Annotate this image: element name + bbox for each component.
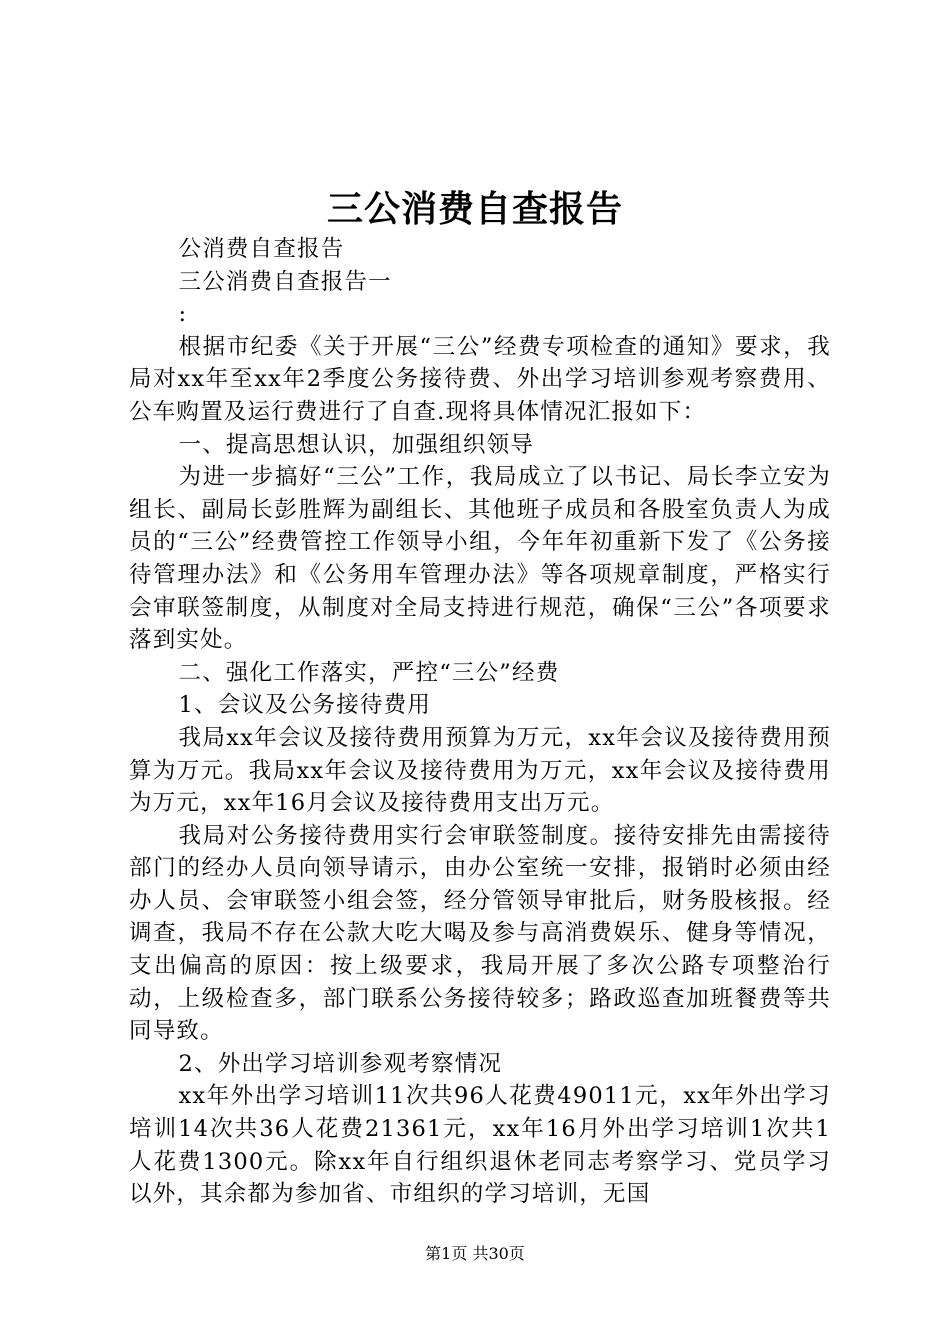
- subsection-heading-1: 1、会议及公务接待费用: [178, 692, 432, 719]
- paragraph-subtitle: 公消费自查报告: [178, 236, 345, 262]
- section-heading-2: 二、强化工作落实，严控“三公”经费: [178, 659, 560, 686]
- page-footer: 第1页 共30页: [425, 1244, 525, 1263]
- subsection-heading-2: 2、外出学习培训参观考察情况: [178, 1050, 503, 1077]
- paragraph-reception-process: 我局对公务接待费用实行会审联签制度。接待安排先由需接待部门的经办人员向领导请示，由办公室统一安排，报销时必须由经办人员、会审联签小组会签，经分管领导审批后，财务股核报。经调查，我局不存在公款大吃大喝及参与高消费娱乐、健身等情况，支出偏高的原因：按上级要求，我局开展了多次公路专项整治行动，上级检查多，部门联系公务接待较多；路政巡查加班餐费等共同导致。: [129, 822, 831, 1045]
- paragraph-report-heading: 三公消费自查报告一: [178, 268, 392, 295]
- paragraph-reception-budget: 我局xx年会议及接待费用预算为万元，xx年会议及接待费用预算为万元。我局xx年会议及接待费用为万元，xx年会议及接待费用为万元，xx年16月会议及接待费用支出万元。: [129, 724, 831, 817]
- paragraph-intro: 根据市纪委《关于开展“三公”经费专项检查的通知》要求，我局对xx年至xx年2季度公务接待费、外出学习培训参观考察费用、公车购置及运行费进行了自查.现将具体情况汇报如下：: [129, 333, 831, 425]
- paragraph-colon: :: [178, 301, 188, 328]
- document-title: 三公消费自查报告: [326, 188, 623, 230]
- paragraph-training: xx年外出学习培训11次共96人花费49011元，xx年外出学习培训14次共36人花费21361元，xx年16月外出学习培训1次共1人花费1300元。除xx年自行组织退休老同志考察学习、党员学习以外，其余都为参加省、市组织的学习培训，无国: [129, 1083, 831, 1208]
- paragraph-organization: 为进一步搞好“三公”工作，我局成立了以书记、局长李立安为组长、副局长彭胜辉为副组长、其他班子成员和各股室负责人为成员的“三公”经费管控工作领导小组，今年年初重新下发了《公务接待管理办法》和《公务用车管理办法》等各项规章制度，严格实行会审联签制度，从制度对全局支持进行规范，确保“三公”各项要求落到实处。: [129, 464, 831, 654]
- section-heading-1: 一、提高思想认识，加强组织领导: [178, 431, 535, 458]
- document-body: [129, 233, 831, 1211]
